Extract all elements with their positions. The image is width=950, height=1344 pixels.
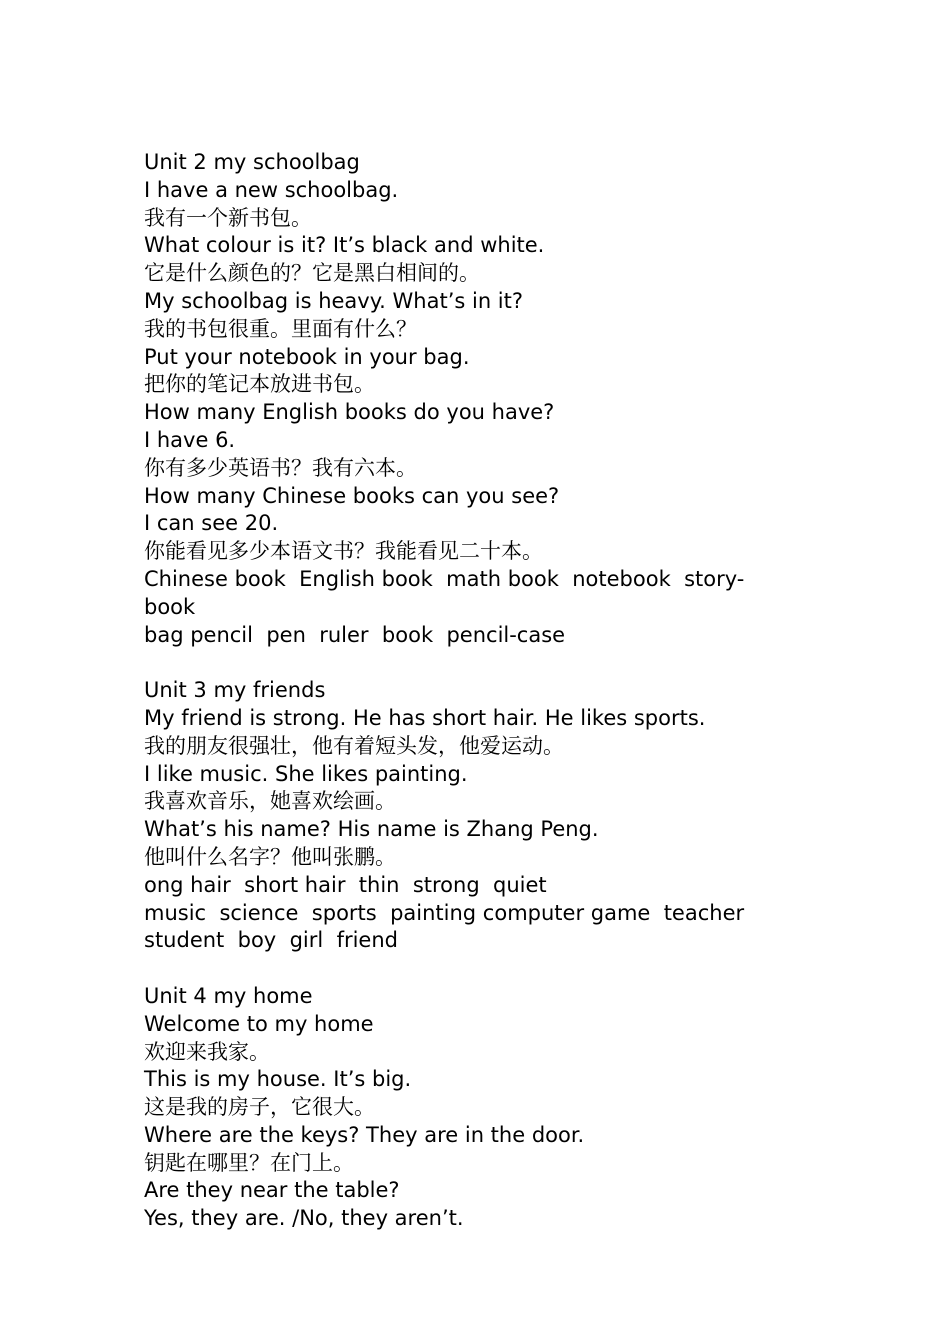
text-line: Welcome to my home xyxy=(144,1011,374,1036)
text-line: I have a new schoolbag. xyxy=(144,177,399,202)
vocabulary-line: bag pencil pen ruler book pencil-case xyxy=(144,622,566,647)
section-spacer xyxy=(144,955,794,983)
text-line: 把你的笔记本放进书包。 xyxy=(144,372,375,397)
document-body xyxy=(144,149,794,1233)
text-line: 它是什么颜色的？它是黑白相间的。 xyxy=(144,261,480,286)
text-line: 你有多少英语书？我有六本。 xyxy=(144,455,417,480)
vocabulary-line: student boy girl friend xyxy=(144,928,398,953)
text-line: Put your notebook in your bag. xyxy=(144,344,470,369)
text-line: What colour is it? It’s black and white. xyxy=(144,233,545,258)
text-line: Where are the keys? They are in the door. xyxy=(144,1122,585,1147)
section-spacer xyxy=(144,649,794,677)
text-line: My schoolbag is heavy. What’s in it? xyxy=(144,288,524,313)
text-line: Are they near the table? xyxy=(144,1178,400,1203)
text-line: Yes, they are. /No, they aren’t. xyxy=(144,1206,464,1231)
text-line: 他叫什么名字？他叫张鹏。 xyxy=(144,844,396,869)
text-line: I have 6. xyxy=(144,427,236,452)
text-line: 欢迎来我家。 xyxy=(144,1039,270,1064)
text-line: 我有一个新书包。 xyxy=(144,205,312,230)
unit-heading: Unit 2 my schoolbag xyxy=(144,150,360,174)
vocabulary-line: Chinese book English book math book notebook story- xyxy=(144,566,745,591)
unit-2-section xyxy=(144,149,794,649)
text-line: I like music. She likes painting. xyxy=(144,761,468,786)
text-line: This is my house. It’s big. xyxy=(144,1067,412,1092)
text-line: 我的朋友很强壮，他有着短头发，他爱运动。 xyxy=(144,733,564,758)
unit-heading: Unit 3 my friends xyxy=(144,678,326,703)
text-line: I can see 20. xyxy=(144,511,279,536)
vocabulary-line: book xyxy=(144,594,196,619)
unit-3-section xyxy=(144,677,794,955)
text-line: 我的书包很重。里面有什么？ xyxy=(144,316,417,341)
unit-heading: Unit 4 my home xyxy=(144,983,313,1008)
text-line: 钥匙在哪里？在门上。 xyxy=(144,1150,354,1175)
text-line: My friend is strong. He has short hair. He likes sports. xyxy=(144,705,706,730)
vocabulary-line: music science sports painting computer game teacher xyxy=(144,900,745,925)
unit-4-section xyxy=(144,983,794,1233)
text-line: How many English books do you have? xyxy=(144,400,555,425)
text-line: 你能看见多少本语文书？我能看见二十本。 xyxy=(144,539,543,564)
vocabulary-line: ong hair short hair thin strong quiet xyxy=(144,872,547,897)
text-line: What’s his name? His name is Zhang Peng. xyxy=(144,817,599,842)
text-line: How many Chinese books can you see? xyxy=(144,483,560,508)
text-line: 这是我的房子，它很大。 xyxy=(144,1095,375,1120)
text-line: 我喜欢音乐，她喜欢绘画。 xyxy=(144,789,396,814)
